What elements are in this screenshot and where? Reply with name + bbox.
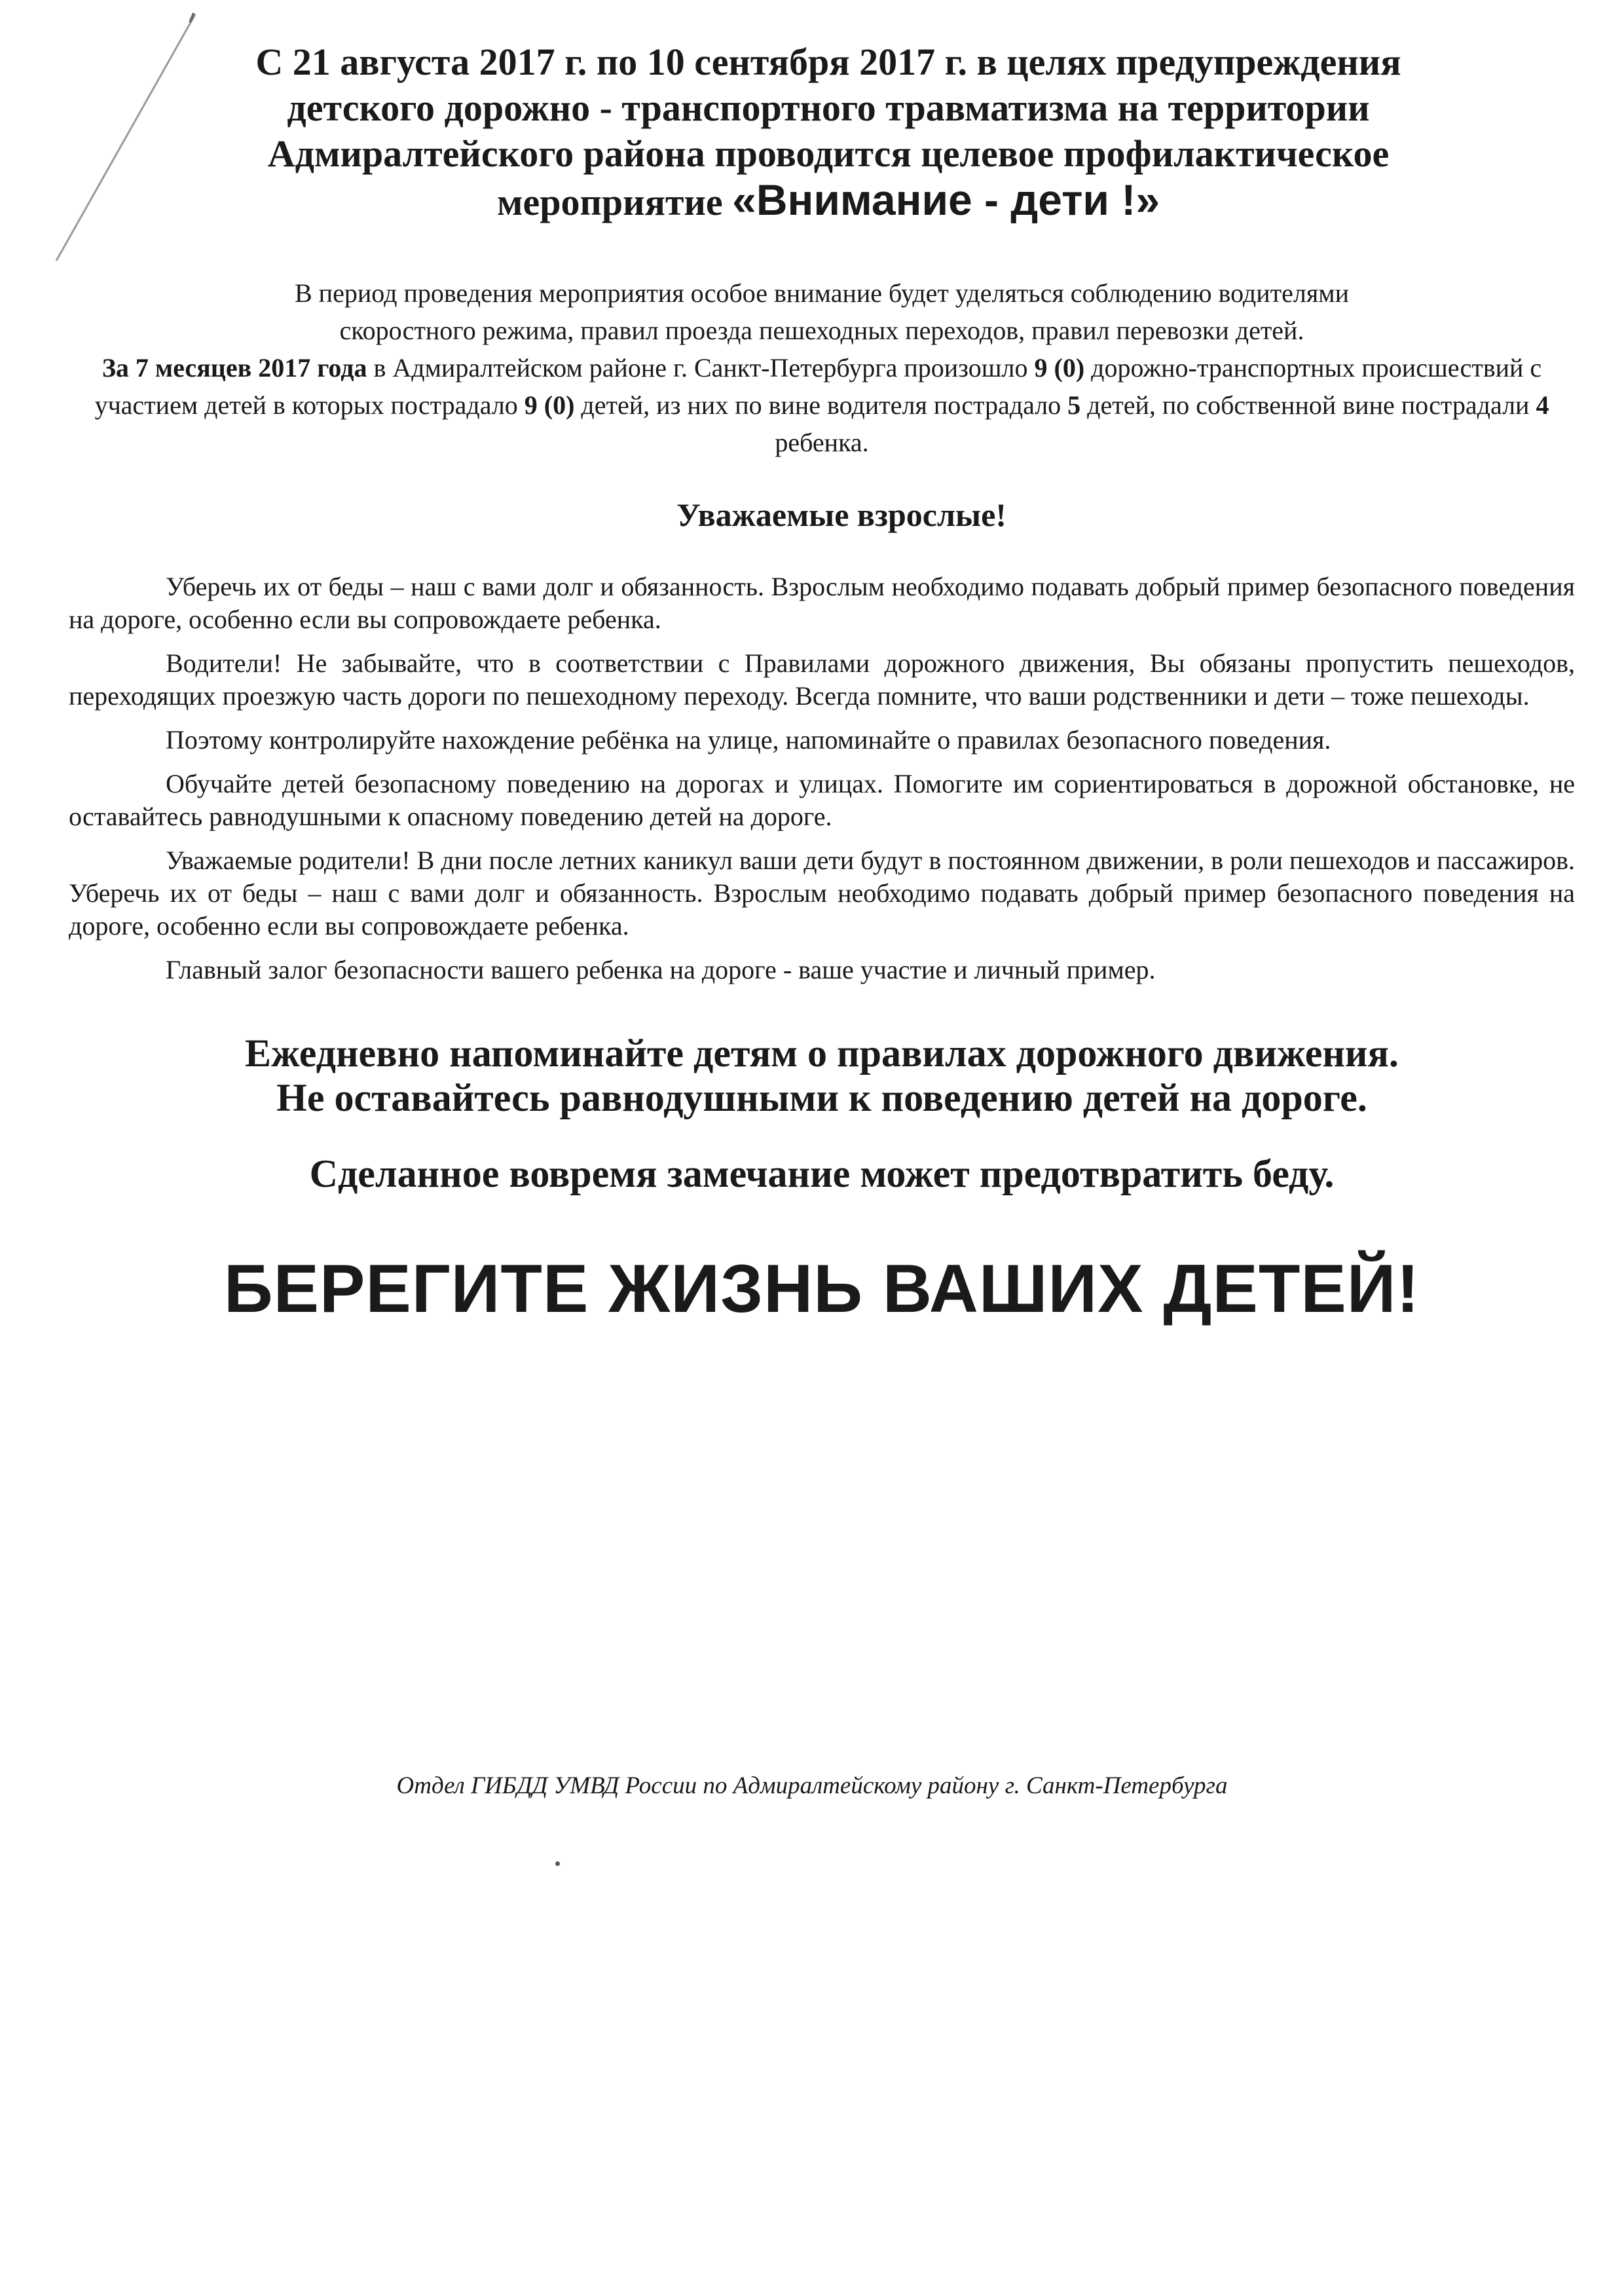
signature: Отдел ГИБДД УМВД России по Адмиралтейскому району г. Санкт-Петербурга — [396, 1772, 1228, 1799]
stat-injured: 9 (0) — [524, 390, 575, 420]
statistics-text: За 7 месяцев 2017 года в Адмиралтейском районе г. Санкт-Петербурга произошло 9 (0) дорожно-транспортных происшествий с участием детей в которых пострадало 9 (0) детей, из них по вине водителя пострадало 5 детей, по собственной вине пострадали 4 ребенка. — [94, 353, 1549, 457]
final-call: БЕРЕГИТЕ ЖИЗНЬ ВАШИХ ДЕТЕЙ! — [223, 1251, 1420, 1327]
stat-driver-fault: 5 — [1067, 390, 1081, 420]
notice-page — [69, 39, 1575, 1328]
body-paragraph: Уважаемые родители! В дни после летних каникул ваши дети будут в постоянном движении, в роли пешеходов и пассажиров. Уберечь их от беды – наш с вами долг и обязанность. Взрослым необходимо подавать добрый пример безопасного поведения на дороге, особенно если вы сопровождаете ребенка. — [69, 846, 1575, 941]
scan-speck — [555, 1861, 560, 1866]
title-line: С 21 августа 2017 г. по 10 сентября 2017 г. в целях предупреждения — [255, 41, 1401, 83]
title-line — [82, 177, 1575, 225]
intro-section — [69, 274, 1575, 461]
greeting-heading: Уважаемые взрослые! — [676, 496, 1006, 533]
notice-title — [82, 39, 1575, 225]
body-paragraph: Поэтому контролируйте нахождение ребёнка на улице, напоминайте о правилах безопасного поведения. — [166, 725, 1331, 755]
stat-own-fault: 4 — [1536, 390, 1549, 420]
slogan-line: Сделанное вовремя замечание может предотвратить беду. — [309, 1152, 1335, 1195]
title-line: детского дорожно - транспортного травматизма на территории — [287, 86, 1370, 129]
body-paragraphs — [69, 570, 1575, 986]
intro-line: В период проведения мероприятия особое внимание будет уделяться соблюдению водителями — [295, 278, 1349, 308]
body-paragraph: Главный залог безопасности вашего ребенка на дороге - ваше участие и личный пример. — [166, 955, 1156, 984]
title-line: Адмиралтейского района проводится целевое профилактическое — [267, 132, 1390, 175]
stat-period: За 7 месяцев 2017 года — [101, 353, 367, 382]
slogan-line: Не оставайтесь равнодушными к поведению детей на дороге. — [276, 1076, 1367, 1119]
campaign-name: «Внимание - дети !» — [732, 176, 1160, 224]
slogan-line: Ежедневно напоминайте детям о правилах дорожного движения. — [245, 1032, 1399, 1075]
slogans-block — [69, 1031, 1575, 1120]
body-paragraph: Обучайте детей безопасному поведению на дорогах и улицах. Помогите им сориентироваться в дорожной обстановке, не оставайтесь равнодушными к опасному поведению детей на дороге. — [69, 769, 1575, 831]
title-prefix: мероприятие — [496, 181, 733, 223]
body-paragraph: Уберечь их от беды – наш с вами долг и обязанность. Взрослым необходимо подавать добрый пример безопасного поведения на дороге, особенно если вы сопровождаете ребенка. — [69, 572, 1575, 634]
body-paragraph: Водители! Не забывайте, что в соответствии с Правилами дорожного движения, Вы обязаны пропустить пешеходов, переходящих проезжую часть дороги по пешеходному переходу. Всегда помните, что ваши родственники и дети – тоже пешеходы. — [69, 648, 1575, 711]
intro-line: скоростного режима, правил проезда пешеходных переходов, правил перевозки детей. — [339, 316, 1304, 345]
stat-accidents: 9 (0) — [1034, 353, 1085, 382]
